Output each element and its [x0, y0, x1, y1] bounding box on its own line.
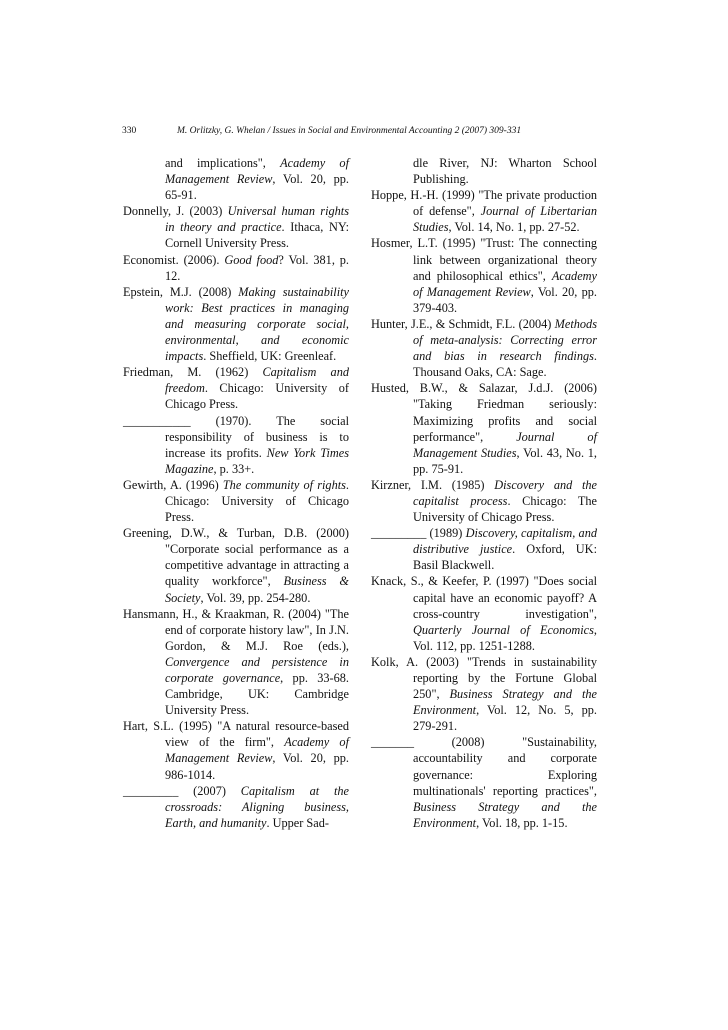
- reference-entry: Kirzner, I.M. (1985) Discovery and the capitalist process. Chicago: The University of Chicago Press.: [371, 477, 597, 525]
- reference-entry: _________ (1989) Discovery, capitalism, and distributive justice. Oxford, UK: Basil Blackwell.: [371, 526, 597, 573]
- reference-entry: Hunter, J.E., & Schmidt, F.L. (2004) Methods of meta-analysis: Correcting error and bias in research findings. Thousand Oaks, CA: Sage.: [371, 316, 597, 380]
- reference-entry: Hosmer, L.T. (1995) "Trust: The connecting link between organizational theory and philosophical ethics", Academy of Management Review, Vol. 20, pp. 379-403.: [371, 236, 597, 315]
- reference-entry: Donnelly, J. (2003) Universal human rights in theory and practice. Ithaca, NY: Cornell University Press.: [123, 204, 349, 251]
- reference-entry: Greening, D.W., & Turban, D.B. (2000) "Corporate social performance as a competitive advantage in attracting a quality workforce", Business & Society, Vol. 39, pp. 254-280.: [123, 526, 349, 605]
- right-column: [371, 155, 597, 831]
- left-column: [123, 155, 349, 831]
- reference-entry: Epstein, M.J. (2008) Making sustainability work: Best practices in managing and measuring corporate social, environmental, and economic impacts. Sheffield, UK: Greenleaf.: [123, 284, 349, 364]
- reference-entry: Hansmann, H., & Kraakman, R. (2004) "The end of corporate history law", In J.N. Gordon, & M.J. Roe (eds.), Convergence and persistence in corporate governance, pp. 33-68. Cambridge, UK: Cambridge University Press.: [123, 606, 349, 718]
- reference-entry: Knack, S., & Keefer, P. (1997) "Does social capital have an economic payoff? A cross-country investigation", Quarterly Journal of Economics, Vol. 112, pp. 1251-1288.: [371, 574, 597, 653]
- reference-entry: _______ (2008) "Sustainability, accountability and corporate governance: Exploring multinationals' reporting practices", Business Strategy and the Environment, Vol. 18, pp. 1-15.: [371, 735, 597, 830]
- reference-entry: Hoppe, H.-H. (1999) "The private production of defense", Journal of Libertarian Studies, Vol. 14, No. 1, pp. 27-52.: [371, 188, 597, 235]
- page-number: 330: [122, 126, 137, 136]
- reference-entry: ___________ (1970). The social responsibility of business is to increase its profits. New York Times Magazine, p. 33+.: [123, 413, 349, 476]
- reference-entry: _________ (2007) Capitalism at the crossroads: Aligning business, Earth, and humanity. Upper Sad-: [123, 783, 349, 830]
- running-title: M. Orlitzky, G. Whelan / Issues in Social and Environmental Accounting 2 (2007) 309-331: [177, 126, 522, 136]
- reference-entry: Kolk, A. (2003) "Trends in sustainability reporting by the Fortune Global 250", Business Strategy and the Environment, Vol. 12, No. 5, pp. 279-291.: [371, 654, 597, 734]
- running-header: [122, 125, 602, 137]
- reference-entry: Friedman, M. (1962) Capitalism and freedom. Chicago: University of Chicago Press.: [123, 365, 350, 412]
- reference-entry: dle River, NJ: Wharton School Publishing.: [413, 156, 597, 187]
- reference-entry: Hart, S.L. (1995) "A natural resource-based view of the firm", Academy of Management Review, Vol. 20, pp. 986-1014.: [123, 719, 350, 782]
- reference-entry: Husted, B.W., & Salazar, J.d.J. (2006) "Taking Friedman seriously: Maximizing profits and social performance", Journal of Management Studies, Vol. 43, No. 1, pp. 75-91.: [371, 381, 598, 476]
- reference-entry: and implications", Academy of Management Review, Vol. 20, pp. 65-91.: [165, 156, 349, 203]
- reference-entry: Gewirth, A. (1996) The community of rights. Chicago: University of Chicago Press.: [123, 477, 349, 525]
- reference-entry: Economist. (2006). Good food? Vol. 381, p. 12.: [123, 252, 350, 283]
